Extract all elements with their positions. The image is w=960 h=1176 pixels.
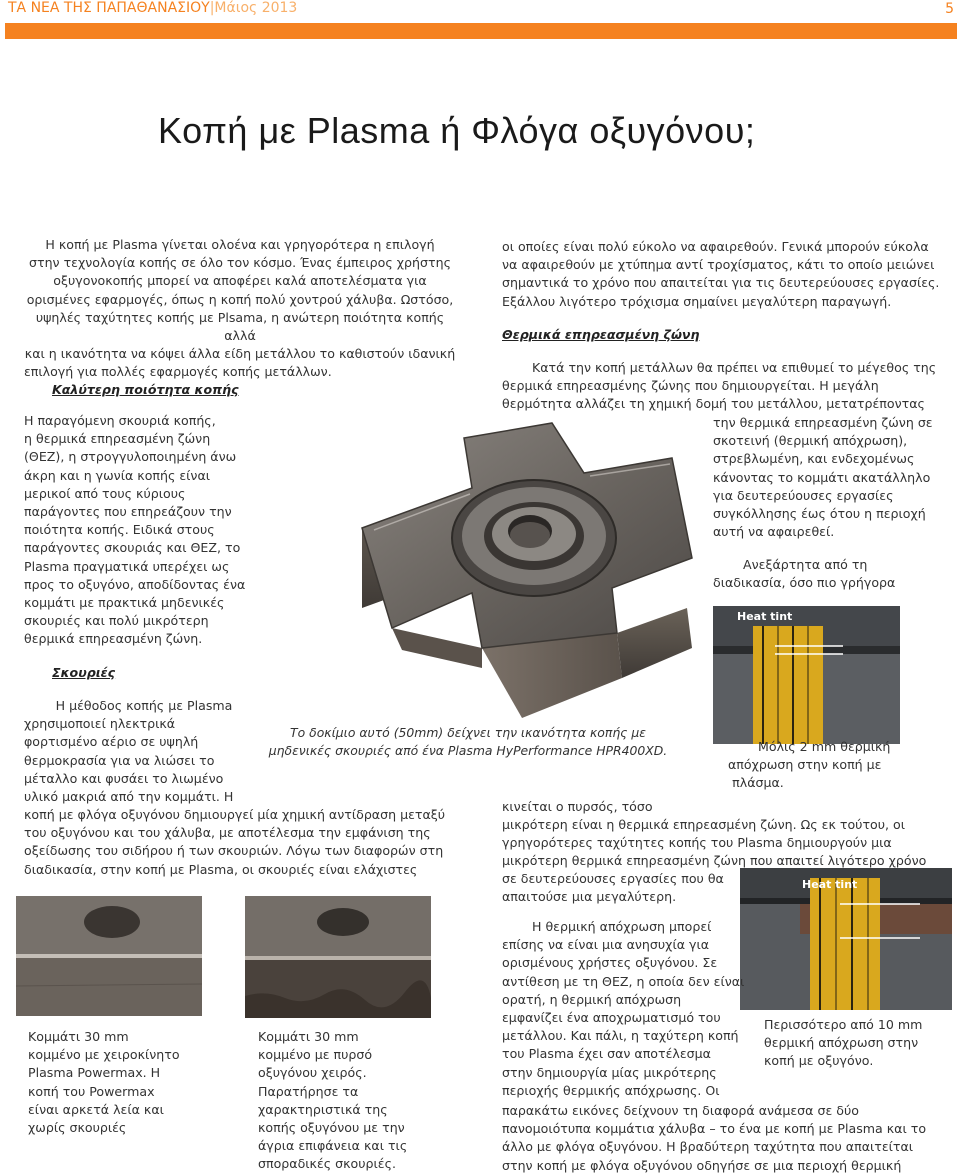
text-line: Παρατήρησε τα (258, 1083, 359, 1099)
text-line: διαδικασία, στην κοπή με Plasma, οι σκουριές είναι ελάχιστες (24, 861, 418, 877)
text-line: σποραδικές σκουριές. (258, 1156, 397, 1172)
text-line: επιλογή για πολλές εφαρμογές κοπής μετάλλων. (24, 364, 332, 380)
secondary-paragraph (502, 870, 742, 906)
text-line: Η κοπή με Plasma γίνεται ολοένα και γρηγορότερα η επιλογή (45, 237, 435, 252)
text-line: (ΘΕΖ), η στρογγυλοποιημένη άνω (24, 449, 237, 465)
text-line: απόχρωση στην κοπή με (728, 757, 882, 773)
text-line: Η παραγόμενη σκουριά κοπής, (24, 413, 216, 428)
caption-line: Το δοκίμιο αυτό (50mm) δείχνει την ικανότητα κοπής με (290, 725, 646, 740)
text-line: στην τεχνολογία κοπής σε όλο τον κόσμο. Ένας έμπειρος χρήστης (29, 255, 451, 271)
text-line: στην κοπή με φλόγα οξυγόνου οδηγήσε σε μια περιοχή θερμική (502, 1157, 902, 1173)
text-line: επίσης να είναι μια ανησυχία για (502, 937, 710, 953)
text-line: στην δημιουργία μίας μικρότερης (502, 1064, 717, 1080)
text-line: προς το οξυγόνο, αποδίδοντας ένα (24, 576, 246, 592)
text-line: ορισμένες εφαρμογές, όπως η κοπή πολύ χοντρού χάλυβα. Ωστόσο, (26, 291, 454, 307)
text-line: Μόλις 2 mm θερμική (758, 739, 891, 754)
text-line: Κατά την κοπή μετάλλων θα πρέπει να επιθυμεί το μέγεθος της (532, 360, 937, 375)
issue-date: Μάιος 2013 (214, 0, 298, 16)
text-line: κομμένο με πυρσό (258, 1047, 373, 1063)
manual-plasma-cut-photo (16, 896, 202, 1016)
text-line: για δευτερεύουσες εργασίες (713, 487, 894, 503)
text-line: Ανεξάρτητα από τη (743, 557, 868, 572)
text-line: μέταλλο και φυσάει το λιωμένο (24, 770, 224, 786)
text-line: Εξάλλου λιγότερο τρόχισμα σημαίνει μεγαλύτερη παραγωγή. (502, 293, 892, 309)
section-heading-quality: Καλύτερη ποιότητα κοπής (52, 382, 239, 397)
section-heading-haz: Θερμικά επηρεασμένη ζώνη (502, 327, 700, 342)
text-line: Plasma Powermax. Η (28, 1065, 161, 1081)
text-line: του οξυγόνου και του χάλυβα, με αποτέλεσμα την εμφάνιση της (24, 825, 431, 841)
text-line: οξείδωσης του σιδήρου ή των σκουριών. Λόγω των διαφορών στη (24, 843, 444, 859)
text-line: χαρακτηριστικά της (258, 1101, 388, 1117)
text-line: άκρη και η γωνία κοπής είναι (24, 467, 211, 483)
text-line: μετάλλου. Και πάλι, η ταχύτερη κοπή (502, 1028, 739, 1044)
text-line: την θερμικά επηρεασμένη ζώνη σε (713, 415, 933, 430)
text-line: σκουριές και πολύ μικρότερη (24, 613, 209, 629)
text-line: σκοτεινή (θερμική απόχρωση), (713, 433, 908, 449)
oxy-tint-caption (764, 1016, 952, 1071)
text-line: οξυγονοκοπής μπορεί να αποφέρει καλά αποτελέσματα για (53, 273, 427, 289)
text-line: ορισμένους χρήστες οξυγόνου. Σε (502, 955, 718, 971)
text-line: η θερμικά επηρεασμένη ζώνη (24, 431, 211, 447)
oxy-torch-caption (258, 1028, 434, 1174)
text-line: οι οποίες είναι πολύ εύκολο να αφαιρεθούν. Γενικά μπορούν εύκολα (502, 239, 929, 254)
text-line: αυτή να αφαιρεθεί. (713, 524, 835, 540)
text-line: σημαντικά το χρόνο που απαιτείται για τις δευτερεύουσες εργασίες. (502, 275, 940, 291)
text-line: μερικοί από τους κύριους (24, 485, 186, 501)
right-paragraph-top (502, 238, 942, 311)
text-line: άλλο με φλόγα οξυγόνου. Η βραδύτερη ταχύτητα που απαιτείται (502, 1139, 914, 1155)
text-line: κοπή με φλόγα οξυγόνου δημιουργεί μία χημική αντίδραση μεταξύ (24, 807, 446, 822)
text-line: αντίθεση με τη ΘΕΖ, η οποία δεν είναι (502, 973, 745, 989)
text-line: παρακάτω εικόνες δείχνουν τη διαφορά ανάμεσα σε δύο (502, 1103, 859, 1118)
text-line: Η μέθοδος κοπής με Plasma (55, 698, 233, 713)
text-line: κάνοντας το κομμάτι ακατάλληλο (713, 469, 931, 485)
text-line: θερμική απόχρωση στην (764, 1035, 919, 1051)
text-line: κομμάτι με πρακτικά μηδενικές (24, 595, 225, 611)
text-line: χρησιμοποιεί ηλεκτρικά (24, 716, 176, 732)
haz-paragraph-wide (502, 359, 942, 414)
caption-line: μηδενικές σκουριές από ένα Plasma HyPerformance HPR400XD. (268, 743, 668, 758)
heat-tint-label: Heat tint (802, 878, 858, 891)
text-line: κοπή του Powermax (28, 1083, 155, 1099)
text-line: σε δευτερεύουσες εργασίες που θα (502, 871, 724, 886)
text-line: πανομοιότυπα κομμάτια χάλυβα – το ένα με κοπή με Plasma και το (502, 1121, 927, 1137)
text-line: υψηλές ταχύτητες κοπής με Plsama, η ανώτερη ποιότητα κοπής αλλά (35, 309, 445, 344)
text-line: γρηγορότερες ταχύτητες κοπής του Plasma δημιουργούν μια (502, 835, 892, 851)
newsletter-header (8, 0, 297, 16)
plasma-specimen-photo (352, 418, 700, 728)
text-line: απαιτούσε μια μεγαλύτερη. (502, 889, 677, 905)
text-line: του Plasma έχει σαν αποτέλεσμα (502, 1046, 711, 1062)
text-line: Κομμάτι 30 mm (28, 1029, 129, 1044)
text-line: κοπή με οξυγόνο. (764, 1053, 874, 1069)
slag-paragraph-wide (24, 806, 484, 879)
text-line: ορατή, η θερμική απόχρωση (502, 991, 682, 1007)
text-line: κομμένο με χειροκίνητο (28, 1047, 180, 1063)
text-line: μικρότερη θερμικά επηρεασμένη ζώνη που απαιτεί λιγότερο χρόνο (502, 853, 927, 869)
text-line: φορτισμένο αέριο σε υψηλή (24, 734, 199, 750)
torch-line: κινείται ο πυρσός, τόσο (502, 799, 653, 814)
text-line: θερμικά επηρεασμένης ζώνης που δημιουργείται. Η μεγάλη (502, 378, 879, 394)
page-number: 5 (945, 1, 954, 17)
text-line: είναι αρκετά λεία και (28, 1101, 164, 1117)
manual-plasma-caption (28, 1028, 190, 1137)
slag-paragraph-narrow (24, 697, 264, 806)
text-line: παράγοντες σκουριάς και ΘΕΖ, το (24, 540, 241, 556)
text-line: περιοχής θερμικής απόχρωσης. Οι (502, 1082, 720, 1098)
text-line: υλικό μακριά από την κομμάτι. Η (24, 789, 234, 805)
text-line: άγρια επιφάνεια και τις (258, 1138, 408, 1154)
text-line: εμφανίζει ένα αποχρωματισμό του (502, 1010, 721, 1026)
newsletter-title: ΤΑ ΝΕΑ ΤΗΣ ΠΑΠΑΘΑΝΑΣΙΟΥ (8, 0, 210, 16)
plasma-heat-tint-photo (713, 606, 900, 744)
text-line: Η θερμική απόχρωση μπορεί (532, 919, 712, 934)
text-line: παράγοντες που επηρεάζουν την (24, 504, 232, 520)
final-paragraph (502, 1102, 942, 1175)
text-line: στρεβλωμένη, και ενδεχομένως (713, 451, 915, 467)
haz-independent (713, 556, 913, 592)
article-title: Κοπή με Plasma ή Φλόγα οξυγόνου; (158, 110, 756, 151)
text-line: συγκόλλησης έως ότου η περιοχή (713, 506, 926, 522)
text-line: οξυγόνου χειρός. (258, 1065, 367, 1081)
haz-paragraph-narrow (713, 414, 945, 541)
text-line: θερμοκρασία για να λιώσει το (24, 752, 215, 768)
text-line: και η ικανότητα να κόψει άλλα είδη μετάλλου το καθιστούν ιδανική (24, 346, 456, 362)
text-line: ποιότητα κοπής. Ειδικά στους (24, 522, 215, 538)
oxy-heat-tint-photo (740, 868, 952, 1010)
text-line: μικρότερη είναι η θερμικά επηρεασμένη ζώνη. Ως εκ τούτου, οι (502, 817, 906, 832)
tint-paragraph (502, 918, 750, 1100)
section-heading-slag: Σκουριές (52, 665, 116, 680)
intro-paragraph (24, 236, 456, 382)
speed-paragraph (502, 816, 942, 871)
text-line: να αφαιρεθούν με χτύπημα αντί τροχίσματος, κάτι το οποίο μειώνει (502, 257, 935, 273)
heat-tint-label: Heat tint (737, 610, 793, 623)
oxy-torch-cut-photo (245, 896, 431, 1018)
text-line: θερμικά επηρεασμένη ζώνη. (24, 631, 203, 647)
text-line: χωρίς σκουριές (28, 1120, 127, 1136)
text-line: διαδικασία, όσο πιο γρήγορα (713, 575, 896, 591)
header-separator: | (209, 0, 215, 16)
plasma-tint-caption (728, 738, 918, 793)
text-line: Κομμάτι 30 mm (258, 1029, 359, 1044)
specimen-caption (262, 724, 674, 760)
text-line: κοπής οξυγόνου με την (258, 1120, 405, 1136)
text-line: Περισσότερο από 10 mm (764, 1017, 923, 1032)
quality-paragraph (24, 412, 256, 649)
text-line: θερμότητα αλλάζει τη χημική δομή του μετάλλου, μετατρέποντας (502, 396, 925, 412)
text-line: Plasma πραγματικά υπερέχει ως (24, 558, 230, 574)
text-line: πλάσμα. (732, 775, 784, 791)
